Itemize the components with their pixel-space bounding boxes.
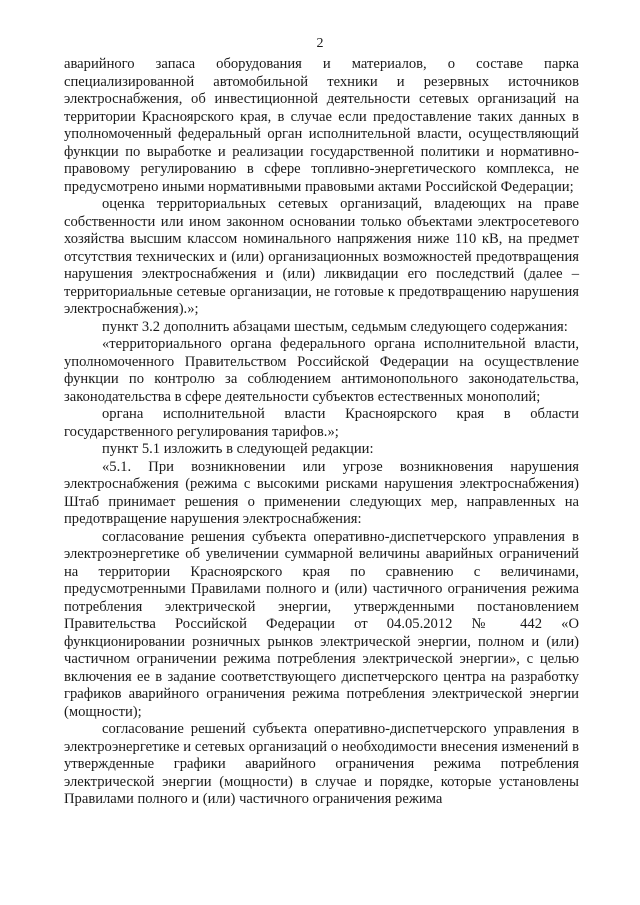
paragraph-antimonopoly-body: «территориального органа федерального органа исполнительной власти, уполномоченного Правительством Российской Федерации на осуществление функции по контролю за соблюдением антимонопольного законодательства, законодательства в сфере деятельности субъектов естественных монополий; (64, 336, 579, 405)
paragraph-5-1-text: «5.1. При возникновении или угрозе возникновения нарушения электроснабжения (режима с высокими рисками нарушения электроснабжения) Штаб принимает решения о применении следующих мер, направленных на предотвращение нарушения электроснабжения: (64, 458, 579, 527)
paragraph-clause-5-1: пункт 5.1 изложить в следующей редакции: (102, 441, 374, 457)
paragraph-continuation: аварийного запаса оборудования и материалов, о составе парка специализированной автомобильной техники и резервных источников электроснабжения, об инвестиционной деятельности сетевых организаций на территории Красноярского края, в случае если предоставление таких данных в уполномоченный федеральный орган исполнительной власти, осуществляющий функции по выработке и реализации государственной политики и нормативно-правовому регулированию в сфере топливно-энергетического комплекса, не предусмотрено иными нормативными правовыми актами Российской Федерации; (64, 56, 579, 195)
page-number: 2 (316, 36, 324, 51)
paragraph-approval-decisions: согласование решений субъекта оперативно-диспетчерского управления в электроэнергетике и сетевых организаций о необходимости внесения изменений в утвержденные графики аварийного ограничения режима потребления электрической энергии (мощности) в случае и порядке, которые установлены Правилами полного и (или) частичного ограничения режима (64, 721, 579, 807)
paragraph-tariff-body: органа исполнительной власти Красноярского края в области государственного регулирования тарифов.»; (64, 406, 579, 440)
paragraph-clause-3-2: пункт 3.2 дополнить абзацами шестым, седьмым следующего содержания: (102, 318, 568, 335)
paragraph-approval-decision: согласование решения субъекта оперативно-диспетчерского управления в электроэнергетике об увеличении суммарной величины аварийных ограничений на территории Красноярского края по сравнению с величинами, предусмотренными Правилами полного и (или) частичного ограничения режима потребления электрической энергии, утвержденными постановлением Правительства Российской Федерации от 04.05.2012 № 442 «О функционировании розничных рынков электрической энергии, полном и (или) частичном ограничении режима потребления электрической энергии», с целью включения ее в задание соответствующего диспетчерского центра на разработку графиков аварийного ограничения режима потребления электрической энергии (мощности); (64, 528, 579, 720)
paragraph-assessment: оценка территориальных сетевых организаций, владеющих на праве собственности или ином законном основании только объектами электросетевого хозяйства высшим классом номинального напряжения ниже 110 кВ, на предмет отсутствия технических и (или) организационных возможностей предотвращения нарушения электроснабжения и (или) ликвидации его последствий (далее – территориальные сетевые организации, не готовые к предотвращению нарушения электроснабжения).»; (64, 196, 579, 317)
document-body (64, 56, 579, 809)
